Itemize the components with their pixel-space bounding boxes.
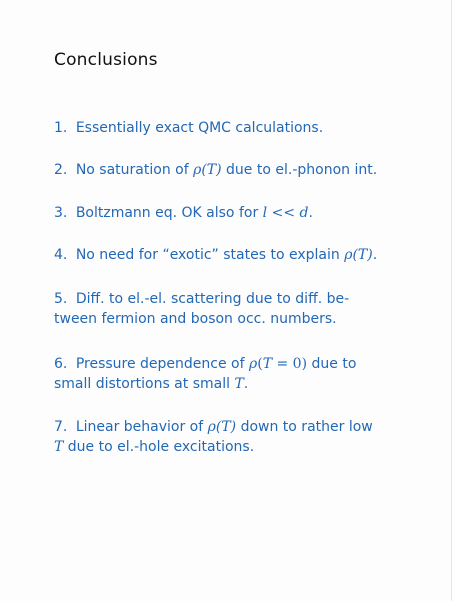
item-number: 1. [54,120,68,136]
math-T: T [234,376,244,392]
math-eq: = 0) [272,356,308,372]
item-text-post: down to rather low [240,419,373,435]
conclusion-item-1 [54,118,323,138]
conclusion-item-2 [54,160,377,180]
item-number: 3. [54,205,68,221]
item-text-pre: No need for “exotic” states to explain [75,247,340,263]
item-text-post: due to el.-phonon int. [226,162,378,178]
conclusion-item-5 [54,289,349,329]
math-paren-open: ( [257,356,263,372]
item-number: 4. [54,247,68,263]
math-l: l [262,205,268,221]
conclusion-item-7 [54,417,373,457]
item-text-line2-post: due to el.-hole excitations. [67,439,255,455]
math-arg: (T) [215,419,237,435]
item-text-pre: Pressure dependence of [75,356,245,372]
item-number: 6. [54,356,68,372]
item-text-pre: Linear behavior of [75,419,204,435]
math-T: T [262,356,273,372]
item-text-line1: Diff. to el.-el. scattering due to diff. be- [75,291,350,307]
item-text-line2: tween fermion and boson occ. numbers. [54,311,337,327]
math-arg: (T) [352,247,373,263]
math-op: << [271,205,296,221]
math-rho: ρ [249,356,258,372]
math-rho: ρ [344,247,353,263]
page-title: Conclusions [54,50,158,70]
math-rho: ρ [207,419,216,435]
item-text-post: . [372,247,378,263]
item-number: 2. [54,162,68,178]
item-text-pre: No saturation of [75,162,189,178]
item-text: Essentially exact QMC calculations. [75,120,324,136]
item-text-line2-post: . [243,376,249,392]
math-d: d [299,205,309,221]
item-number: 7. [54,419,68,435]
math-rho: ρ [193,162,202,178]
item-text-pre: Boltzmann eq. OK also for [75,205,259,221]
conclusion-item-6 [54,354,356,394]
conclusion-item-4 [54,245,377,265]
item-text-line2: small distortions at small [54,376,230,392]
item-number: 5. [54,291,68,307]
math-T: T [54,439,64,455]
item-text-post: . [308,205,313,221]
math-arg: (T) [201,162,222,178]
conclusion-item-3 [54,203,313,223]
item-text-post: due to [311,356,357,372]
